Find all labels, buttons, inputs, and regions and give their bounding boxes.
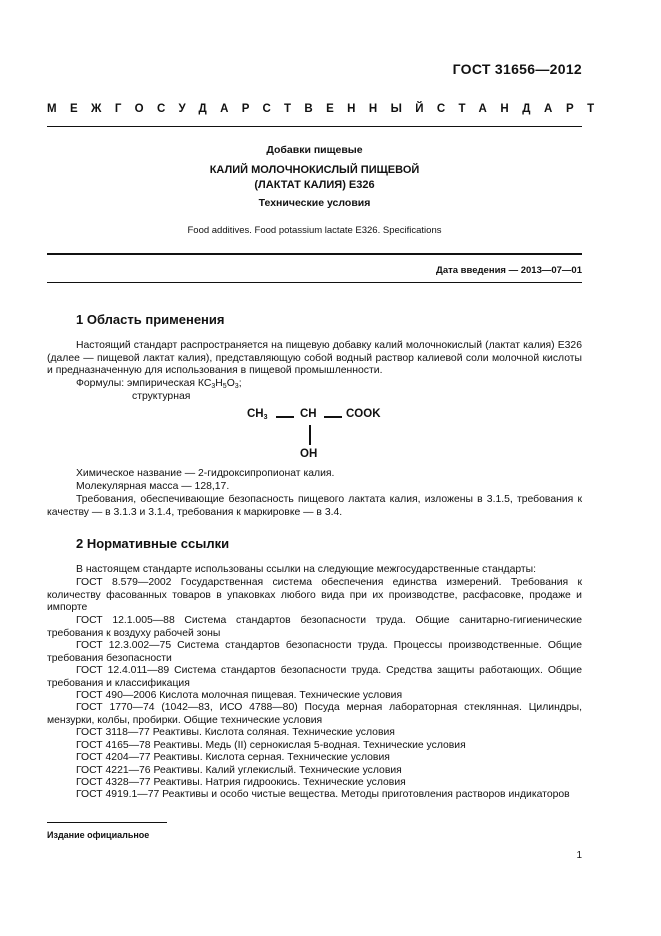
structure-ch3: $CH_3$ bbox=[247, 408, 268, 421]
requirements-paragraph: Требования, обеспечивающие безопасность пищевого лактата калия, изложены в 3.1.5, требования к качеству — в 3.1.3 и 3.1.4, требования к маркировке — в 3.4. bbox=[47, 494, 582, 518]
molecular-mass: Молекулярная масса — 128,17. bbox=[76, 481, 230, 492]
ref-gost-4328: ГОСТ 4328—77 Реактивы. Натрия гидроокись. Технические условия bbox=[76, 777, 406, 788]
ref-gost-3118: ГОСТ 3118—77 Реактивы. Кислота соляная. Технические условия bbox=[76, 727, 395, 738]
ref-gost-12-1-005: ГОСТ 12.1.005—88 Система стандартов безопасности труда. Общие санитарно-гигиенические требования к воздуху рабочей зоны bbox=[47, 615, 582, 639]
bond-2 bbox=[324, 416, 342, 418]
ref-gost-490: ГОСТ 490—2006 Кислота молочная пищевая. Технические условия bbox=[76, 690, 403, 701]
section-1-heading: 1 Область применения bbox=[76, 312, 225, 327]
standard-banner bbox=[47, 103, 608, 115]
page-number: 1 bbox=[576, 850, 582, 861]
ref-gost-4204: ГОСТ 4204—77 Реактивы. Кислота серная. Технические условия bbox=[76, 752, 390, 763]
ref-gost-4221: ГОСТ 4221—76 Реактивы. Калий углекислый. Технические условия bbox=[76, 765, 402, 776]
top-rule bbox=[47, 126, 582, 127]
ref-gost-4165: ГОСТ 4165—78 Реактивы. Медь (II) сернокислая 5-водная. Технические условия bbox=[76, 740, 466, 751]
ref-intro: В настоящем стандарте использованы ссылки на следующие межгосударственные стандарты: bbox=[76, 564, 537, 575]
banner-word-2: СТАНДАРТ bbox=[436, 103, 608, 115]
intro-date: Дата введения — 2013—07—01 bbox=[436, 265, 582, 276]
structure-cook: COOK bbox=[346, 408, 381, 420]
structure-ch: CH bbox=[300, 408, 317, 420]
english-title: Food additives. Food potassium lactate E326. Specifications bbox=[187, 225, 442, 236]
ref-gost-4919-1: ГОСТ 4919.1—77 Реактивы и особо чистые вещества. Методы приготовления растворов индикаторов bbox=[76, 789, 570, 800]
document-title-line1: КАЛИЙ МОЛОЧНОКИСЛЫЙ ПИЩЕВОЙ bbox=[209, 164, 420, 176]
date-rule bbox=[47, 282, 582, 283]
edition-label: Издание официальное bbox=[47, 830, 150, 840]
bond-1 bbox=[276, 416, 294, 418]
section-2-heading: 2 Нормативные ссылки bbox=[76, 536, 230, 551]
bond-3 bbox=[309, 425, 311, 445]
formula-empirical: Формулы: эмпирическая $КС_3Н_5О_3$; bbox=[76, 378, 242, 390]
scope-paragraph: Настоящий стандарт распространяется на пищевую добавку калий молочнокислый (лактат калия) Е326 (далее — пищевой лактат калия), представляющую собой водный раствор калиевой соли молочной кислоты и предназначенную для использования в пищевой промышленности. bbox=[47, 340, 582, 377]
formula-structural-label: структурная bbox=[132, 391, 191, 402]
document-title-line2: (ЛАКТАТ КАЛИЯ) Е326 bbox=[254, 179, 375, 191]
document-subtitle: Технические условия bbox=[258, 197, 371, 209]
footer-rule bbox=[47, 822, 167, 823]
title-rule bbox=[47, 253, 582, 255]
gost-number: ГОСТ 31656—2012 bbox=[452, 61, 582, 77]
ref-gost-1770: ГОСТ 1770—74 (1042—83, ИСО 4788—80) Посуда мерная лабораторная стеклянная. Цилиндры, мензурки, колбы, пробирки. Общие технические условия bbox=[47, 702, 582, 726]
ref-gost-12-4-011: ГОСТ 12.4.011—89 Система стандартов безопасности труда. Средства защиты работающих. Общие требования и классификация bbox=[47, 665, 582, 689]
ref-gost-12-3-002: ГОСТ 12.3.002—75 Система стандартов безопасности труда. Процессы производственные. Общие требования безопасности bbox=[47, 640, 582, 664]
ref-gost-8-579: ГОСТ 8.579—2002 Государственная система обеспечения единства измерений. Требования к количеству фасованных товаров в упаковках любого вида при их производстве, расфасовке, продаже и импорте bbox=[47, 577, 582, 614]
chemical-name: Химическое название — 2-гидроксипропионат калия. bbox=[76, 468, 335, 479]
structure-oh: OH bbox=[300, 448, 318, 460]
banner-word-1: МЕЖГОСУДАРСТВЕННЫЙ bbox=[47, 103, 437, 115]
empirical-formula: $КС_3Н_5О_3$; bbox=[197, 378, 242, 390]
category-title: Добавки пищевые bbox=[266, 144, 363, 156]
